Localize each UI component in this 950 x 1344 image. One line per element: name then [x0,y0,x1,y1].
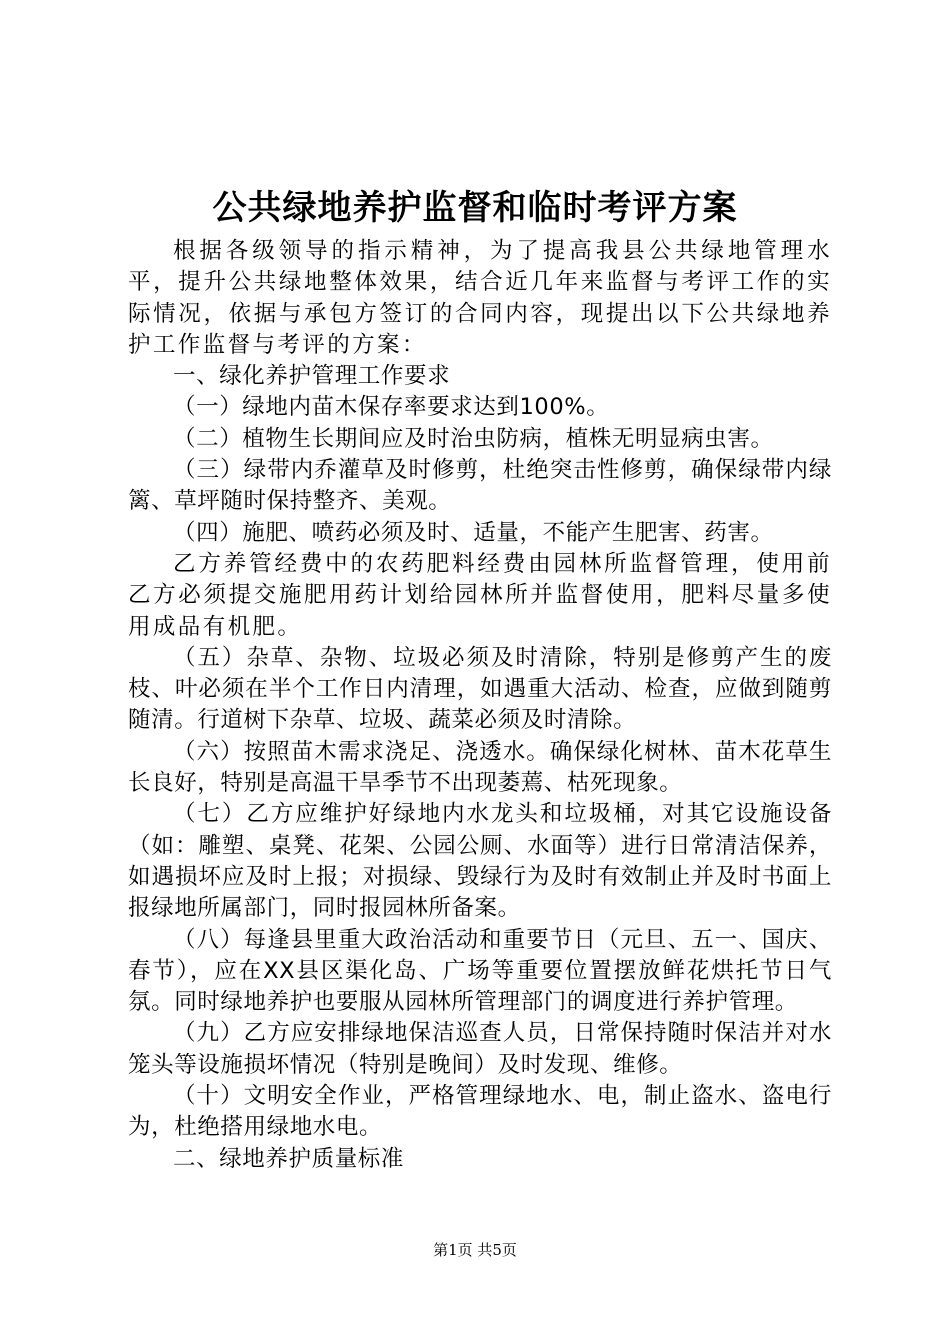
document-body [128,236,832,1175]
requirement-item-6 [128,737,832,800]
requirement-item-7: （七）乙方应维护好绿地内水龙头和垃圾桶，对其它设施设备（如：雕塑、桌凳、花架、公园公厕、水面等）进行日常清洁保养，如遇损坏应及时上报；对损绿、毁绿行为及时有效制止并及时书面上报绿地所属部门，同时报园林所备案。 [128,801,832,922]
requirement-item-6-tail: 确保绿化树林、苗木花草生长良好，特别是高温干旱季节不出现萎蔫、枯死现象。 [128,738,832,797]
requirement-item-4: （四）施肥、喷药必须及时、适量，不能产生肥害、药害。 [173,519,774,546]
requirement-item-2: （二）植物生长期间应及时治虫防病，植株无明显病虫害。 [173,425,774,452]
page-number-footer: 第1页 共5页 [433,1241,517,1259]
requirement-item-5-tail: 行道树下杂草、垃圾、蔬菜必须及时清除。 [197,707,637,734]
requirement-item-6-main: （六）按照苗木需求浇足、浇透水。 [173,738,550,765]
requirement-item-1: （一）绿地内苗木保存率要求达到100%。 [173,394,610,421]
requirement-item-9: （九）乙方应安排绿地保洁巡查人员，日常保持随时保洁并对水笼头等设施损坏情况（特别是晚间）及时发现、维修。 [128,1020,832,1078]
requirement-item-10: （十）文明安全作业，严格管理绿地水、电，制止盗水、盗电行为，杜绝搭用绿地水电。 [128,1083,832,1141]
requirement-item-8-main: （八）每逢县里重大政治活动和重要节日（元旦、五一、国庆、春节），应在XX县区渠化岛、广场等重要位置摆放鲜花烘托节日气氛。 [128,926,832,1016]
section-1-heading: 一、绿化养护管理工作要求 [173,363,451,390]
document-title: 公共绿地养护监督和临时考评方案 [212,188,738,228]
section-2-heading: 二、绿地养护质量标准 [173,1145,405,1172]
requirement-item-8-tail: 同时绿地养护也要服从园林所管理部门的调度进行养护管理。 [174,989,798,1016]
requirement-item-4-note: 乙方养管经费中的农药肥料经费由园林所监督管理，使用前乙方必须提交施肥用药计划给园林所并监督使用，肥料尽量多使用成品有机肥。 [128,550,832,640]
requirement-item-5 [128,643,832,737]
requirement-item-5-main: （五）杂草、杂物、垃圾必须及时清除，特别是修剪产生的废枝、叶必须在半个工作日内清理，如遇重大活动、检查，应做到随剪随清。 [128,644,832,734]
requirement-item-8 [128,925,832,1019]
intro-paragraph: 根据各级领导的指示精神，为了提高我县公共绿地管理水平，提升公共绿地整体效果，结合近几年来监督与考评工作的实际情况，依据与承包方签订的合同内容，现提出以下公共绿地养护工作监督与考评的方案： [128,238,832,358]
requirement-item-3: （三）绿带内乔灌草及时修剪，杜绝突击性修剪，确保绿带内绿篱、草坪随时保持整齐、美观。 [128,457,832,515]
